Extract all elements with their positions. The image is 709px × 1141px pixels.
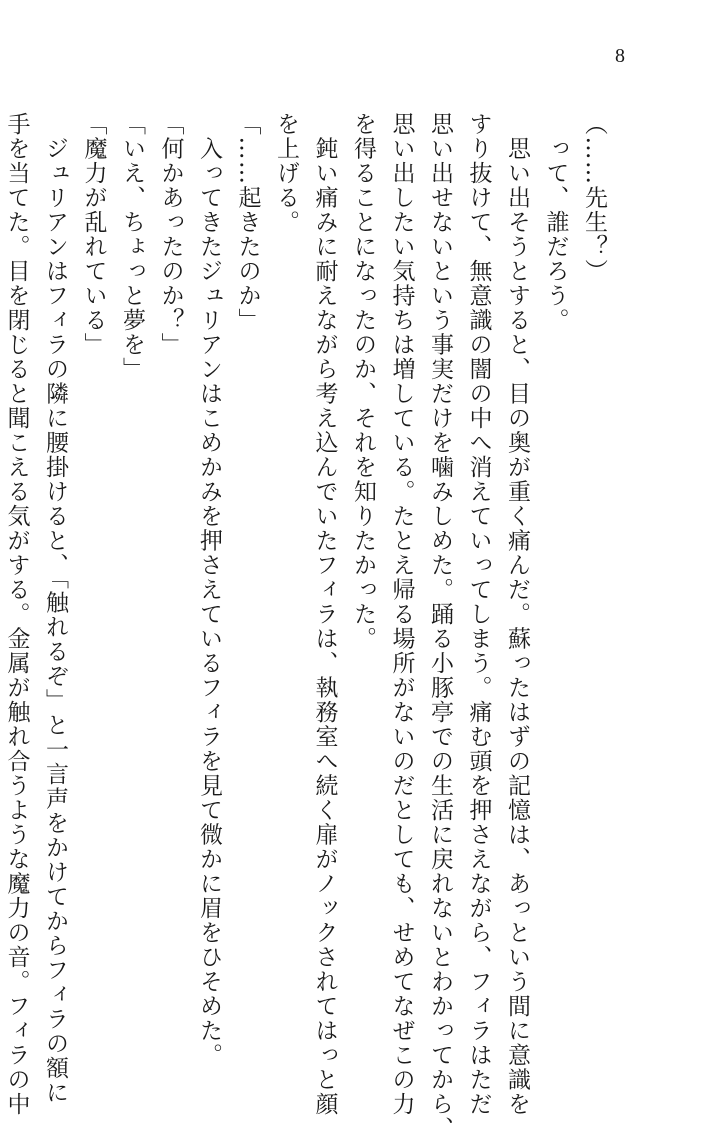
text-line: （……先生？） (581, 112, 607, 284)
text-line: すり抜けて、無意識の闇の中へ消えていってしまう。痛む頭を押さえながら、フィラはただ (465, 112, 492, 1117)
text-line: 「いえ、ちょっと夢を」 (119, 112, 145, 382)
text-line: 「……起きたのか」 (234, 112, 261, 333)
text-line: ジュリアンはフィラの隣に腰掛けると、「触れるぞ」と一言声をかけてからフィラの額に (42, 112, 68, 1105)
page-number: 8 (615, 45, 625, 67)
text-line: を得ることになったのか、それを知りたかった。 (350, 112, 376, 651)
text-line: を上げる。 (273, 112, 299, 235)
text-line: 手を当てた。目を閉じると聞こえる気がする。金属が触れ合うような魔力の音。フィラの中 (3, 112, 30, 1117)
text-line: 思い出せないという事実だけを噛みしめた。踊る小豚亭での生活に戻れないとわかってから、 (427, 112, 453, 1141)
text-line: って、誰だろう。 (542, 112, 569, 333)
text-line: 「何かあったのか？」 (157, 112, 184, 357)
vertical-text-block (0, 112, 613, 1141)
text-line: 思い出そうとすると、目の奥が重く痛んだ。蘇ったはずの記憶は、あっという間に意識を (504, 112, 530, 1117)
text-line: 思い出したい気持ちは増している。たとえ帰る場所がないのだとしても、せめてなぜこの力 (388, 112, 415, 1117)
text-line: 入ってきたジュリアンはこめかみを押さえているフィラを見て微かに眉をひそめた。 (196, 112, 222, 1068)
text-line: 鈍い痛みに耐えながら考え込んでいたフィラは、執務室へ続く扉がノックされてはっと顔 (311, 112, 338, 1117)
text-line: 「魔力が乱れている」 (80, 112, 107, 357)
